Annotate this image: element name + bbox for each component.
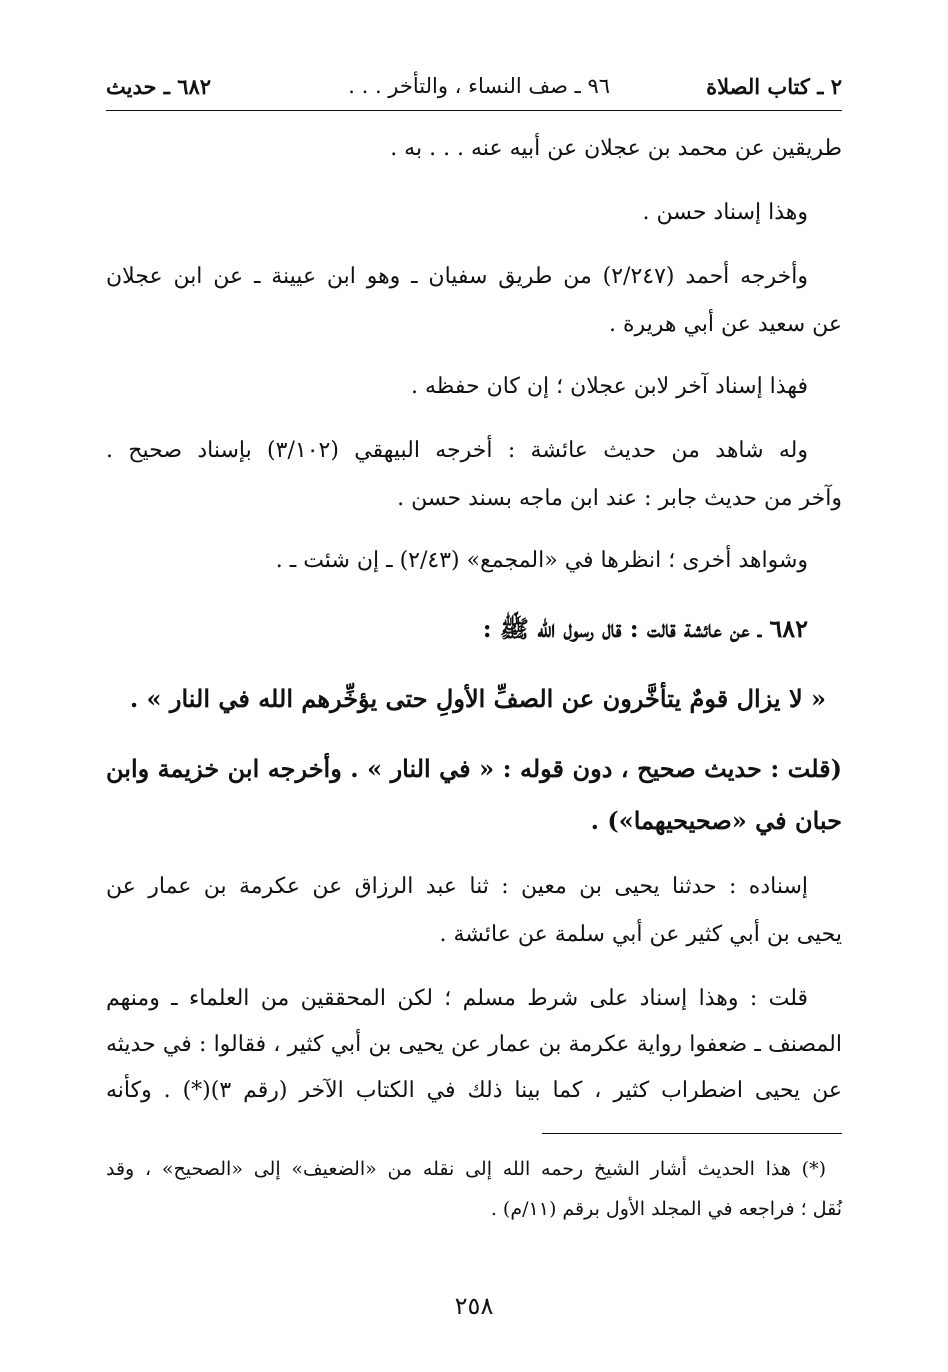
footnote-line-2: نُقل ؛ فراجعه في المجلد الأول برقم (١١/م) .	[490, 1198, 842, 1220]
header-chapter-title: ٩٦ ـ صف النساء ، والتأخر . . .	[348, 74, 610, 98]
footnote-divider	[542, 1133, 842, 1134]
text-line-1: طريقين عن محمد بن عجلان عن أبيه عنه . . . به .	[390, 136, 842, 161]
text-line-4: عن سعيد عن أبي هريرة .	[608, 312, 842, 337]
footnote-line-1: (*) هذا الحديث أشار الشيخ رحمه الله إلى نقله من «الضعيف» إلى «الصحيح» ، وقد	[106, 1158, 826, 1180]
hadith-heading: ٦٨٢ ـ عن عائشة قالت : قال رسول الله ﷺ :	[482, 614, 808, 643]
text-line-15: قلت : وهذا إسناد على شرط مسلم ؛ لكن المحققين من العلماء ـ ومنهم	[106, 986, 808, 1011]
text-line-5: فهذا إسناد آخر لابن عجلان ؛ إن كان حفظه .	[411, 374, 808, 399]
running-header	[106, 74, 842, 108]
header-book-title: ٢ ـ كتاب الصلاة	[706, 74, 842, 99]
text-line-2: وهذا إسناد حسن .	[642, 200, 808, 225]
text-line-8: وشواهد أخرى ؛ انظرها في «المجمع» (٢/٤٣) ـ إن شئت ـ .	[275, 548, 808, 573]
header-divider	[106, 110, 842, 111]
text-line-14: يحيى بن أبي كثير عن أبي سلمة عن عائشة .	[439, 922, 842, 947]
text-line-3: وأخرجه أحمد (٢/٢٤٧) من طريق سفيان ـ وهو ابن عيينة ـ عن ابن عجلان	[106, 264, 808, 289]
page-number: ٢٥٨	[454, 1292, 494, 1320]
hadith-text: « لا يزال قومٌ يتأخَّرون عن الصفِّ الأولِ حتى يؤخِّرهم الله في النار » .	[129, 684, 826, 713]
text-line-11: (قلت : حديث صحيح ، دون قوله : « في النار » . وأخرجه ابن خزيمة وابن	[106, 754, 842, 783]
text-line-16: المصنف ـ ضعفوا رواية عكرمة بن عمار عن يحيى بن أبي كثير ، فقالوا : في حديثه	[106, 1032, 842, 1057]
text-line-12: حبان في «صحيحيهما») .	[590, 806, 842, 835]
text-line-6: وله شاهد من حديث عائشة : أخرجه البيهقي (٣/١٠٢) بإسناد صحيح .	[106, 438, 808, 463]
text-line-7: وآخر من حديث جابر : عند ابن ماجه بسند حسن .	[397, 486, 842, 511]
header-hadith-number: ٦٨٢ ـ حديث	[106, 74, 212, 99]
text-line-13: إسناده : حدثنا يحيى بن معين : ثنا عبد الرزاق عن عكرمة بن عمار عن	[106, 874, 808, 899]
text-line-17: عن يحيى اضطراب كثير ، كما بينا ذلك في الكتاب الآخر (رقم ٣)(*) . وكأنه	[106, 1078, 842, 1103]
